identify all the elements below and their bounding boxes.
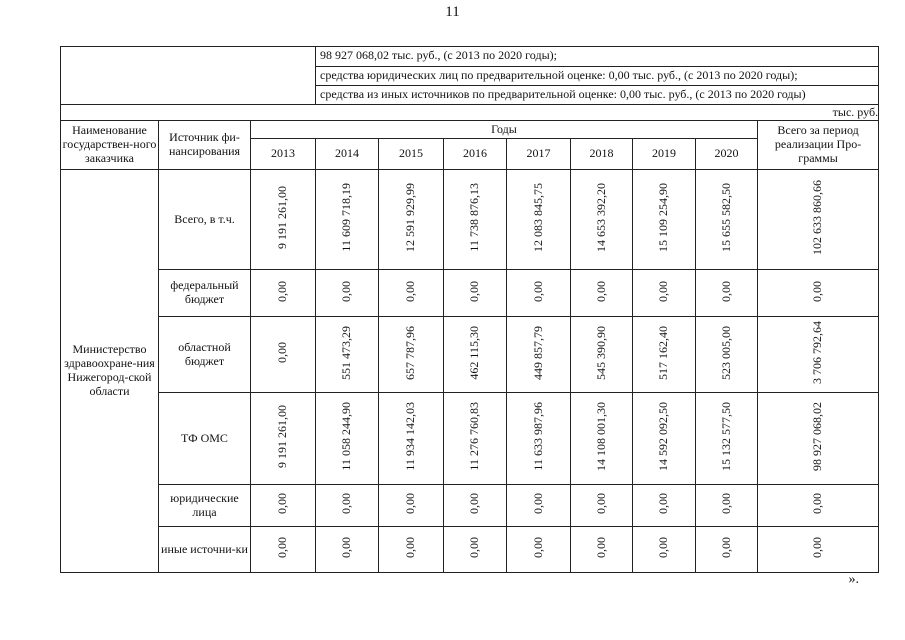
- value-text: 657 787,96: [403, 325, 418, 380]
- total-text: 0,00: [810, 280, 825, 302]
- value-text: 11 633 987,96: [530, 402, 545, 471]
- value-text: 11 738 876,13: [467, 183, 482, 252]
- closing-quote-mark: ».: [848, 572, 859, 587]
- header-year: 2016: [444, 139, 507, 170]
- value-cell: [633, 393, 696, 485]
- intro-row: [61, 47, 879, 105]
- value-cell: [251, 270, 316, 317]
- value-text: 9 191 261,00: [275, 405, 290, 469]
- value-text: 14 108 001,30: [593, 402, 608, 472]
- value-text: 11 276 760,83: [467, 402, 482, 471]
- value-text: 11 934 142,03: [403, 402, 418, 471]
- value-text: 0,00: [656, 493, 671, 515]
- value-cell: [633, 485, 696, 527]
- value-cell: [379, 393, 444, 485]
- value-cell: [379, 270, 444, 317]
- total-cell: [758, 270, 879, 317]
- value-text: 0,00: [275, 493, 290, 515]
- value-text: 14 653 392,20: [593, 183, 608, 253]
- value-cell: [251, 170, 316, 270]
- intro-line: средства юридических лиц по предварительной оценке: 0,00 тыс. руб., (с 2013 по 2020 годы);: [316, 66, 878, 85]
- header-source: Источник фи-нансирования: [159, 121, 251, 170]
- value-text: 15 655 582,50: [718, 183, 733, 253]
- value-cell: [507, 485, 571, 527]
- value-cell: [571, 485, 633, 527]
- total-cell: [758, 393, 879, 485]
- value-cell: [507, 170, 571, 270]
- value-cell: [633, 527, 696, 573]
- value-text: 14 592 092,50: [656, 402, 671, 472]
- value-cell: [444, 170, 507, 270]
- total-cell: [758, 527, 879, 573]
- value-cell: [316, 170, 379, 270]
- value-text: 0,00: [656, 280, 671, 302]
- value-cell: [696, 317, 758, 393]
- header-year: 2018: [571, 139, 633, 170]
- header-year: 2017: [507, 139, 571, 170]
- header-year: 2015: [379, 139, 444, 170]
- total-text: 0,00: [810, 537, 825, 559]
- value-text: 462 115,30: [467, 325, 482, 380]
- value-cell: [251, 485, 316, 527]
- intro-line: 98 927 068,02 тыс. руб., (с 2013 по 2020 годы);: [320, 48, 557, 62]
- value-cell: [379, 527, 444, 573]
- table-row: [61, 393, 879, 485]
- value-cell: [633, 170, 696, 270]
- value-cell: [316, 393, 379, 485]
- value-cell: [444, 393, 507, 485]
- value-cell: [251, 527, 316, 573]
- table-row: [61, 485, 879, 527]
- header-customer: Наименование государствен-ного заказчика: [61, 121, 159, 170]
- table-row: [61, 270, 879, 317]
- customer-name: Министерство здравоохране-ния Нижегород-ской области: [61, 170, 159, 573]
- value-text: 0,00: [718, 537, 733, 559]
- value-cell: [633, 317, 696, 393]
- value-cell: [507, 393, 571, 485]
- table-row: [61, 317, 879, 393]
- value-text: 0,00: [467, 537, 482, 559]
- value-text: 15 132 577,50: [718, 402, 733, 472]
- source-label: федеральный бюджет: [159, 270, 251, 317]
- total-cell: [758, 485, 879, 527]
- value-text: 0,00: [403, 493, 418, 515]
- value-text: 0,00: [718, 280, 733, 302]
- value-cell: [571, 527, 633, 573]
- source-label: иные источни-ки: [159, 527, 251, 573]
- value-text: 0,00: [656, 537, 671, 559]
- value-text: 545 390,90: [593, 325, 608, 380]
- source-label: юридические лица: [159, 485, 251, 527]
- value-cell: [696, 170, 758, 270]
- value-cell: [444, 317, 507, 393]
- total-text: 0,00: [810, 493, 825, 515]
- header-year: 2013: [251, 139, 316, 170]
- value-text: 0,00: [275, 342, 290, 364]
- value-text: 9 191 261,00: [275, 186, 290, 250]
- value-cell: [571, 317, 633, 393]
- value-cell: [316, 485, 379, 527]
- value-cell: [379, 317, 444, 393]
- value-cell: [379, 485, 444, 527]
- table-row: [61, 170, 879, 270]
- value-text: 0,00: [530, 280, 545, 302]
- value-text: 15 109 254,90: [656, 183, 671, 253]
- value-cell: [444, 270, 507, 317]
- source-label: ТФ ОМС: [159, 393, 251, 485]
- value-cell: [571, 270, 633, 317]
- intro-line: средства из иных источников по предварительной оценке: 0,00 тыс. руб., (с 2013 по 2020 годы): [316, 85, 878, 104]
- intro-text-block: [316, 47, 879, 105]
- value-text: 0,00: [593, 280, 608, 302]
- value-cell: [507, 317, 571, 393]
- value-text: 11 609 718,19: [339, 183, 354, 252]
- value-cell: [251, 317, 316, 393]
- value-cell: [316, 317, 379, 393]
- value-text: 0,00: [403, 280, 418, 302]
- header-year: 2020: [696, 139, 758, 170]
- total-text: 3 706 792,64: [810, 321, 825, 385]
- value-text: 0,00: [530, 493, 545, 515]
- value-text: 11 058 244,90: [339, 402, 354, 471]
- value-text: 517 162,40: [656, 325, 671, 380]
- value-cell: [444, 527, 507, 573]
- source-label: Всего, в т.ч.: [159, 170, 251, 270]
- value-cell: [571, 170, 633, 270]
- value-text: 0,00: [275, 280, 290, 302]
- total-cell: [758, 170, 879, 270]
- header-years-group: Годы: [251, 121, 758, 139]
- value-cell: [251, 393, 316, 485]
- value-cell: [379, 170, 444, 270]
- value-cell: [696, 485, 758, 527]
- value-cell: [316, 527, 379, 573]
- value-text: 0,00: [593, 537, 608, 559]
- value-cell: [696, 270, 758, 317]
- total-text: 98 927 068,02: [810, 402, 825, 472]
- value-text: 0,00: [403, 537, 418, 559]
- value-text: 0,00: [275, 537, 290, 559]
- header-total: Всего за период реализации Про-граммы: [758, 121, 879, 170]
- budget-table: [60, 46, 879, 573]
- value-cell: [507, 527, 571, 573]
- units-row: [61, 105, 879, 121]
- value-cell: [696, 527, 758, 573]
- value-text: 449 857,79: [530, 325, 545, 380]
- value-text: 0,00: [530, 537, 545, 559]
- value-text: 0,00: [339, 493, 354, 515]
- value-text: 12 083 845,75: [530, 183, 545, 253]
- header-year: 2019: [633, 139, 696, 170]
- value-cell: [444, 485, 507, 527]
- value-text: 551 473,29: [339, 325, 354, 380]
- source-label: областной бюджет: [159, 317, 251, 393]
- value-text: 0,00: [339, 537, 354, 559]
- total-text: 102 633 860,66: [810, 180, 825, 256]
- value-text: 0,00: [718, 493, 733, 515]
- header-year: 2014: [316, 139, 379, 170]
- table-row: [61, 527, 879, 573]
- value-cell: [571, 393, 633, 485]
- total-cell: [758, 317, 879, 393]
- value-cell: [696, 393, 758, 485]
- value-cell: [316, 270, 379, 317]
- page-number: 11: [445, 4, 460, 20]
- value-text: 0,00: [593, 493, 608, 515]
- value-cell: [633, 270, 696, 317]
- value-text: 0,00: [467, 493, 482, 515]
- value-cell: [507, 270, 571, 317]
- value-text: 523 005,00: [718, 325, 733, 380]
- value-text: 0,00: [467, 280, 482, 302]
- header-row-top: [61, 121, 879, 139]
- value-text: 0,00: [339, 280, 354, 302]
- units-label: тыс. руб.: [61, 105, 879, 121]
- value-text: 12 591 929,99: [403, 183, 418, 253]
